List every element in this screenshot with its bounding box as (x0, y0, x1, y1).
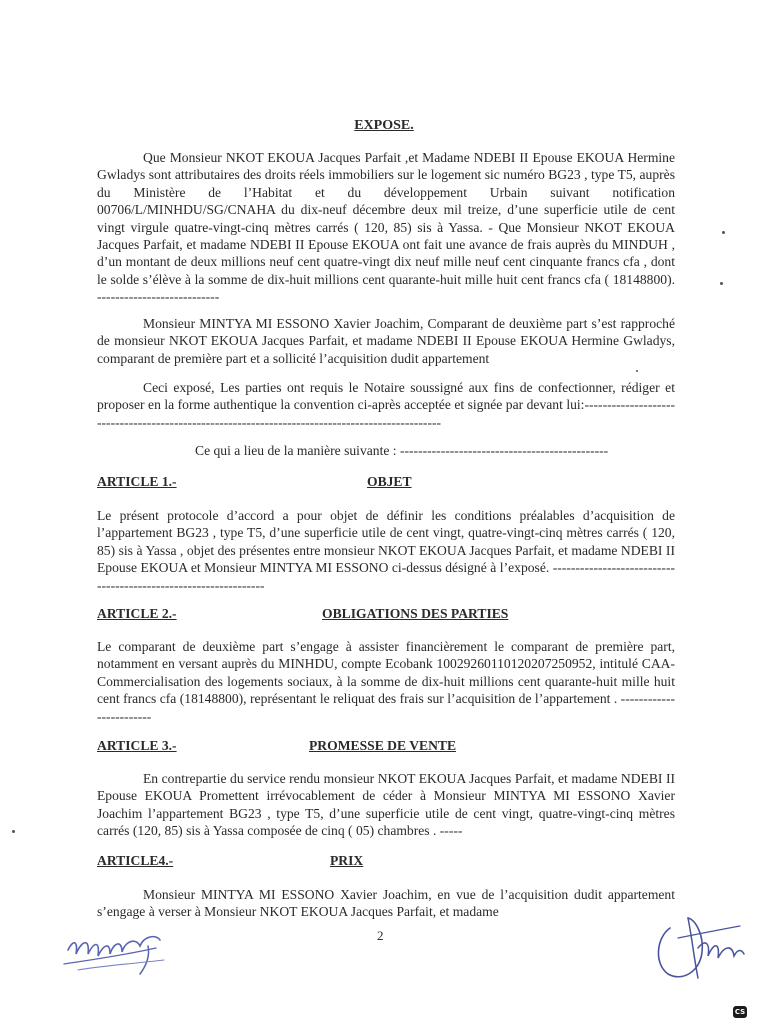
article-4-text: Monsieur MINTYA MI ESSONO Xavier Joachim, en vue de l’acquisition dudit appartement s’engage à verser à Monsieur NKOT EKOUA Jacques Parfait, et madame (97, 887, 675, 920)
article-2-header (97, 606, 675, 624)
article-4-title: PRIX (330, 853, 364, 868)
scan-speck (720, 282, 723, 285)
handwritten-signature-right (648, 908, 748, 988)
article-4-number: ARTICLE4.- (97, 853, 174, 868)
page-number: 2 (377, 928, 384, 943)
article-3-text: En contrepartie du service rendu monsieur NKOT EKOUA Jacques Parfait, et madame NDEBI II Epouse EKOUA Promettent irrévocablement de céder à Monsieur MINTYA MI ESSONO Xavier Joachim l’appartement BG23 , type T5, d’une superficie utile de cent vingt, quatre-vingt-cinq mètres carrés (120, 85) sis à Yassa composée de cinq ( 05) chambres . ----- (97, 771, 675, 839)
article-3-header (97, 738, 675, 756)
article-3-number: ARTICLE 3.- (97, 738, 177, 753)
handwritten-initials-left (60, 920, 180, 980)
expose-paragraph-1: Que Monsieur NKOT EKOUA Jacques Parfait ,et Madame NDEBI II Epouse EKOUA Hermine Gwladys sont attributaires des droits réels immobiliers sur le logement sic numéro BG23 , type T5, auprès du Ministère de l’Habitat et du développement Urbain suivant notification 00706/L/MINHDU/SG/CNAHA du dix-neuf décembre deux mil treize, d’une superficie utile de cent vingt virgule quatre-vingt-cinq mètres carrés ( 120, 85) sis à Yassa. - Que Monsieur NKOT EKOUA Jacques Parfait, et madame NDEBI II Epouse EKOUA ont fait une avance de frais auprès du MINDUH , d’un montant de deux millions neuf cent quatre-vingt dix neuf mille neuf cent cinquante francs cfa , dont le solde s’élève à la somme de dix-huit millions cent quarante-huit mille huit cent francs cfa ( 18148800). --------------------------- (97, 150, 675, 305)
scanner-badge-icon: CS (734, 1008, 746, 1016)
article-2-title: OBLIGATIONS DES PARTIES (322, 606, 509, 621)
expose-paragraph-3: Ceci exposé, Les parties ont requis le Notaire soussigné aux fins de confectionner, rédiger et proposer en la forme authentique la convention ci-après acceptée et signée par devant lui:------------------------------------------------------------------------------------------------ (97, 380, 675, 430)
article-4-header (97, 853, 675, 871)
article-2-text: Le comparant de deuxième part s’engage à assister financièrement le comparant de première part, notamment en versant auprès du MINHDU, compte Ecobank 10029260110120207250952, intitulé CAA-Commercialisation des logements sociaux, à la somme de dix-huit millions cent quarante-huit mille huit cent francs cfa (18148800), représentant le reliquat des frais sur l’acquisition de l’appartement . ------------------------ (97, 639, 675, 724)
article-1-number: ARTICLE 1.- (97, 474, 177, 489)
article-1-header (97, 474, 675, 492)
article-3-title: PROMESSE DE VENTE (309, 738, 457, 753)
scan-speck (636, 370, 638, 372)
expose-paragraph-2: Monsieur MINTYA MI ESSONO Xavier Joachim, Comparant de deuxième part s’est rapproché de monsieur NKOT EKOUA Jacques Parfait, et madame NDEBI II Epouse EKOUA Hermine Gwladys, comparant de première part et a sollicité l’acquisition dudit appartement (97, 316, 675, 366)
scan-speck (722, 231, 725, 234)
scan-speck (12, 830, 15, 833)
article-1-text: Le présent protocole d’accord a pour objet de définir les conditions préalables d’acquisition de l’appartement BG23 , type T5, d’une superficie utile de cent vingt, quatre-vingt-cinq mètres carrés ( 120, 85) sis à Yassa , objet des présentes entre monsieur NKOT EKOUA Jacques Parfait, et madame NDEBI II Epouse EKOUA et Monsieur MINTYA MI ESSONO ci-dessus désigné à l’exposé. ---------------------------------------------------------------- (97, 508, 675, 593)
article-2-number: ARTICLE 2.- (97, 606, 177, 621)
expose-paragraph-4: Ce qui a lieu de la manière suivante : ---------------------------------------------- (195, 443, 609, 458)
article-1-title: OBJET (367, 474, 412, 489)
page-heading: EXPOSE. (354, 118, 414, 133)
